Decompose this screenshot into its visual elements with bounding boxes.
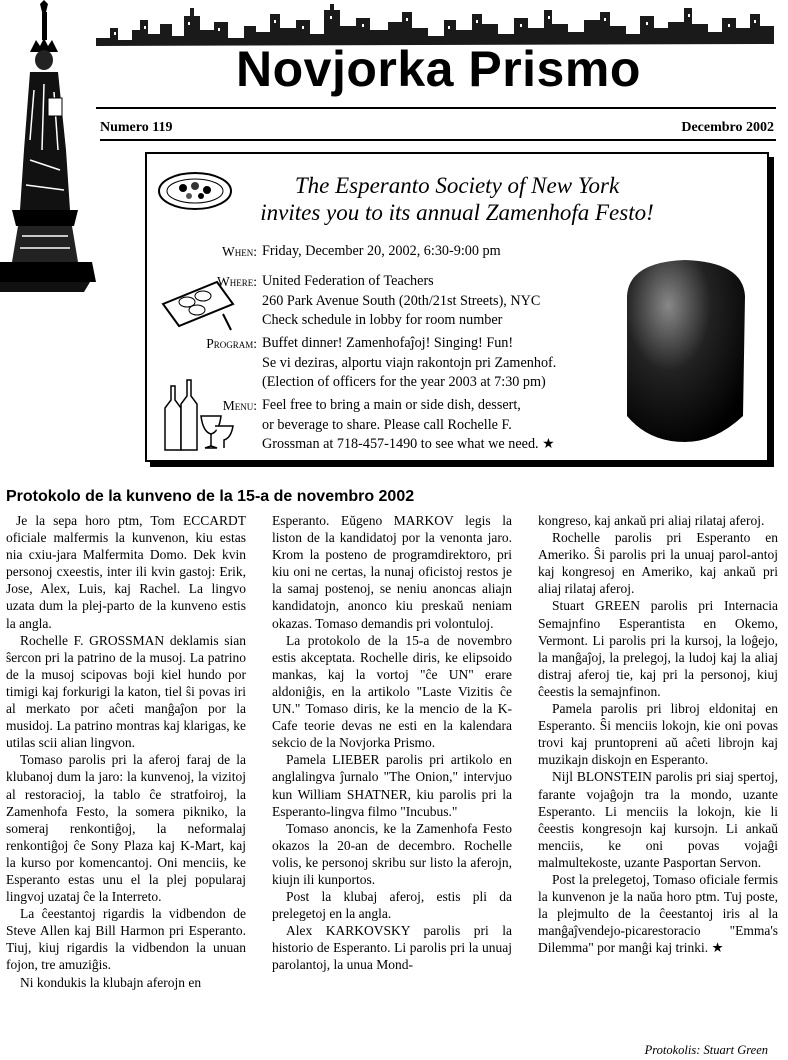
menu-label: Menu: [222,398,257,413]
invitation-title-line1: The Esperanto Society of New York [294,173,620,198]
paragraph: Je la sepa horo ptm, Tom ECCARDT oficiale malfermis la kunvenon, kiu estas nia cxiu-jara Malfermita Domo. Dek kvin personoj cxeestis, inter ili kvin gastoj: Erik, Jose, Alex, Luis, kaj Rachel. La lingvo uzata dum la plej-parto de la kunveno estis la angla. [6,513,246,631]
issue-number: Numero 119 [100,120,173,135]
invitation-box [145,152,769,462]
program-text: Buffet dinner! Zamenhofaĵoj! Singing! Fun! Se vi deziras, alportu viajn rakontojn pri Zamenhof. (Election of officers for the year 2003 at 7:30 pm) [262,335,557,390]
wine-bottles-glasses-icon [157,376,237,456]
header-divider [100,139,776,141]
food-platter-icon [155,166,235,216]
paragraph: Post la klubaj aferoj, estis pli da prelegetoj en la angla. [272,889,512,922]
paragraph: Post la prelegetoj, Tomaso oficiale fermis la kunvenon je la naŭa horo ptm. Tuj poste, la plejmulto de la ĉeestantoj iris al la manĝaĵvendejo-picarestoracio "Emma's Dilemma" por manĝi kaj trinki. ★ [538,871,778,956]
article-column-1 [6,512,246,991]
paragraph: Tomaso parolis pri la aferoj faraj de la klubanoj dum la jaro: la kunvenoj, la vizitoj al restoracioj, la tablo ĉe stratfoiroj, la Zamenhofa Festo, la somera pikniko, la someraj renkontiĝoj, la neformalaj renkontiĝoj ĉe Sony Plaza kaj K-Mart, kaj la kurso por komencantoj. Oni menciis, ke Esperanto estas unu el la plej popularaj lingvoj uzataj ĉe la Interreto. [6,752,246,905]
paragraph: Rochelle parolis pri Esperanto en Ameriko. Ŝi parolis pri la unuaj parol-antoj kaj kongresoj en Ameriko, kaj ankaŭ pri aliaj rilataj aferoj. [538,530,778,597]
paragraph: Pamela LIEBER parolis pri artikolo en anglalingva ĵurnalo "The Onion," intervjuo kun William SHATNER, kiu parolis pri la Esperanto-lingva filmo "Incubus." [272,752,512,819]
paragraph: Rochelle F. GROSSMAN deklamis sian ŝercon pri la patrino de la musoj. La patrino de la musoj scipovas boji kiel hundo por timigi kaj forkurigi la katon, tiel ŝi povas iri al merkato por aĉeti manĝaĵon por la musidoj. La patrino montras kaj klarigas, ke utilas scii alian lingvon. [6,632,246,751]
article-title: Protokolo de la kunveno de la 15-a de novembro 2002 [6,488,415,505]
article-column-3 [538,512,778,956]
program-label: Program: [206,336,257,351]
when-text: Friday, December 20, 2002, 6:30-9:00 pm [262,243,501,259]
invitation-title [242,172,672,226]
paragraph: Stuart GREEN parolis pri Internacia Semajnfino Esperantista en Okemo, Vermont. Li parolis pri la kursoj, la loĝejo, la manĝaĵoj, la prelegoj, la ludoj kaj la aliaj distraj aferoj tie, kaj pri la personoj, kiuj ĉeestis la semajnfinon. [538,598,778,699]
menu-text: Feel free to bring a main or side dish, dessert, or beverage to share. Please call Rochelle F. Grossman at 718-457-1490 to see what we need. ★ [262,397,555,452]
where-text: United Federation of Teachers 260 Park Avenue South (20th/21st Streets), NYC Check schedule in lobby for room number [262,273,541,328]
paragraph: Pamela parolis pri libroj eldonitaj en Esperanto. Ŝi menciis lokojn, kie oni povas trovi kaj pruntopreni aŭ aĉeti librojn kaj muzikajn diskojn en Esperanto. [538,701,778,768]
newsletter-title: Novjorka Prismo [236,41,641,97]
issue-date: Decembro 2002 [681,120,774,135]
statue-of-liberty-illustration [0,0,100,300]
paragraph: La ĉeestantoj rigardis la vidbendon de Steve Allen kaj Bill Harmon pri Esperanto. Tiuj, kiuj rigardis la vidbendon la unuan fojon, tre amuziĝis. [6,906,246,973]
paragraph: Alex KARKOVSKY parolis pri la historio de Esperanto. Li parolis pri la unuaj parolantoj, la unua Mond- [272,923,512,973]
paragraph: Tomaso anoncis, ke la Zamenhofa Festo okazos la 20-an de decembro. Rochelle volis, ke personoj skribu sur listo la aferojn, kiujn ili kunportos. [272,820,512,887]
zamenhof-cake-illustration [615,256,755,446]
paragraph: Nijl BLONSTEIN parolis pri siaj spertoj, farante vojaĝojn tra la mondo, uzante Esperanto. Li menciis la lokojn, kie li ĉeestis kongresojn kaj kursojn. Li ankaŭ menciis, ke oni povas vojaĝi malmultekoste, uzante Pasportan Servon. [538,769,778,870]
where-label: Where: [217,274,257,289]
invitation-title-line2: invites you to its annual Zamenhofa Festo! [260,200,654,225]
masthead [0,0,788,130]
article-column-2 [272,512,512,974]
article-credit: Protokolis: Stuart Green [644,1043,768,1057]
paragraph: Esperanto. Eŭgeno MARKOV legis la liston de la kandidatoj por la venonta jaro. Krom la posteno de programdirektoro, pri kiu oni ne certas, la nunaj oficistoj restos je la samaj postenoj, se neniu anoncas aliajn kandidatojn, anonco kiu preskaŭ neniam okazas. Tomaso demandis pri volontuloj. [272,513,512,631]
paragraph: Ni kondukis la klubajn aferojn en [20,974,202,990]
paragraph: La protokolo de la 15-a de novembro estis akceptata. Rochelle diris, ke elipsoido mankas, kaj la vortoj "ĉe UN" erare aldoniĝis, en la artikolo "Laste Vizitis ĉe UN." Tomaso diris, ke la mencio de la K-Cafe teorie devas ne esti en la kalendara sekcio de la Novjorka Prismo. [272,632,512,751]
paragraph: kongreso, kaj ankaŭ pri aliaj rilataj aferoj. [538,513,765,528]
when-label: When: [222,244,257,259]
